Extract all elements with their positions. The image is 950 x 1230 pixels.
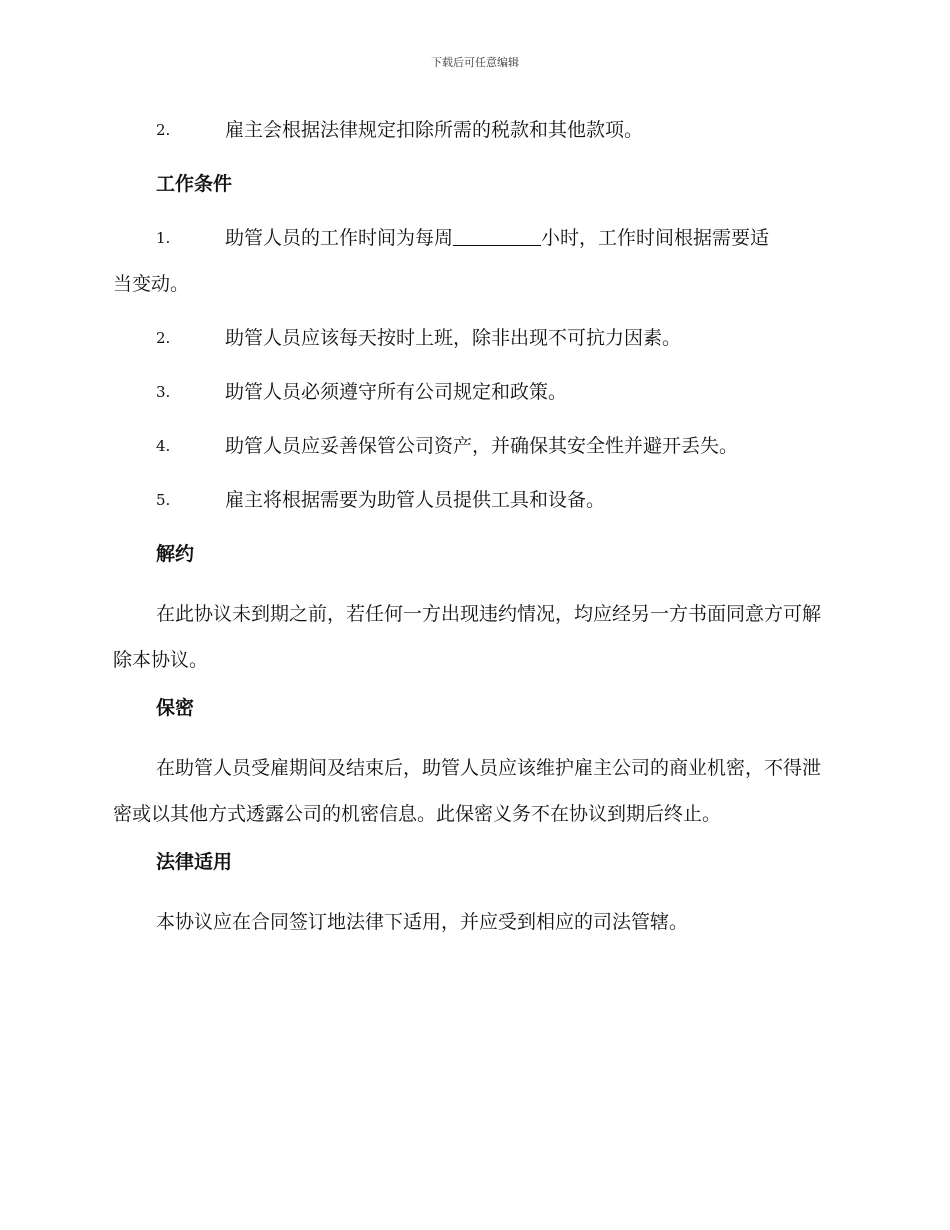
hours-blank-field <box>453 223 541 246</box>
item-text: 助管人员必须遵守所有公司规定和政策。 <box>225 381 568 403</box>
list-item <box>113 113 833 147</box>
termination-paragraph: 在此协议未到期之前，若任何一方出现违约情况，均应经另一方书面同意方可解除本协议。 <box>113 603 822 671</box>
list-item <box>113 321 833 355</box>
list-item <box>113 429 833 463</box>
section-heading-work-conditions: 工作条件 <box>156 173 233 195</box>
section-heading-confidentiality: 保密 <box>156 697 195 719</box>
list-item <box>113 221 833 301</box>
governing-law-paragraph: 本协议应在合同签订地法律下适用，并应受到相应的司法管辖。 <box>156 911 689 933</box>
item-number: 2. <box>156 121 171 139</box>
item-number: 4. <box>156 437 171 455</box>
item-number: 5. <box>156 491 171 509</box>
section-heading-termination: 解约 <box>156 543 195 565</box>
list-item <box>113 483 833 517</box>
item-number: 1. <box>156 229 171 247</box>
confidentiality-paragraph: 在助管人员受雇期间及结束后，助管人员应该维护雇主公司的商业机密，不得泄密或以其他方式透露公司的机密信息。此保密义务不在协议到期后终止。 <box>113 757 822 825</box>
document-body <box>113 113 833 953</box>
item-text-after: 小时，工作时间根据需要适 <box>541 227 770 249</box>
item-text: 雇主将根据需要为助管人员提供工具和设备。 <box>225 489 606 511</box>
item-text-before: 助管人员的工作时间为每周 <box>225 227 454 249</box>
section-heading-governing-law: 法律适用 <box>156 851 233 873</box>
item-text-continuation: 当变动。 <box>113 273 190 295</box>
header-note: 下载后可任意编辑 <box>431 56 519 69</box>
item-number: 3. <box>156 383 171 401</box>
item-text: 雇主会根据法律规定扣除所需的税款和其他款项。 <box>225 119 644 141</box>
item-number: 2. <box>156 329 171 347</box>
list-item <box>113 375 833 409</box>
item-text: 助管人员应妥善保管公司资产，并确保其安全性并避开丢失。 <box>225 435 739 457</box>
item-text: 助管人员应该每天按时上班，除非出现不可抗力因素。 <box>225 327 682 349</box>
